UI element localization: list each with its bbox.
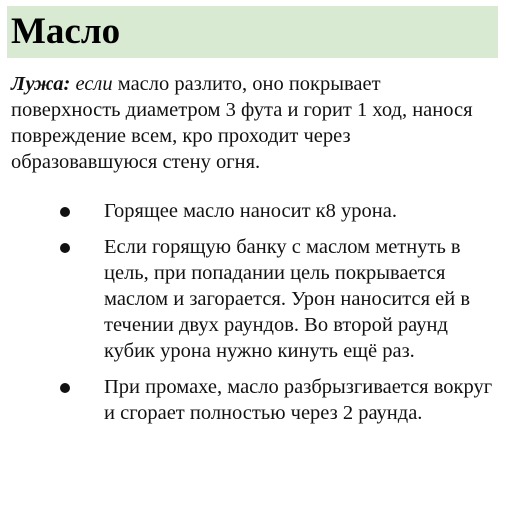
- page-title: Масло: [11, 11, 121, 52]
- intro-lead-word: если: [70, 73, 113, 95]
- bullet-list: [0, 198, 506, 436]
- list-item-text: При промахе, масло разбрызгивается вокруг и сгорает полностью через 2 раунда.: [104, 376, 493, 424]
- intro-text: масло разлито, оно покрывает поверхность диаметром 3 фута и горит 1 ход, нанося повреждение всем, кро проходит через образовавшуюся стену огня.: [11, 73, 473, 173]
- intro-term: Лужа:: [11, 73, 71, 95]
- list-item: [0, 234, 506, 364]
- bullet-icon: [60, 383, 70, 393]
- list-item-text: Если горящую банку с маслом метнуть в цель, при попадании цель покрывается маслом и загорается. Урон наносится ей в течении двух раундов. Во второй раунд кубик урона нужно кинуть ещё раз.: [104, 236, 471, 362]
- intro-paragraph: [11, 71, 491, 175]
- bullet-icon: [60, 243, 70, 253]
- list-item: [0, 198, 506, 224]
- bullet-icon: [60, 207, 70, 217]
- list-item: [0, 374, 506, 426]
- list-item-text: Горящее масло наносит к8 урона.: [104, 200, 397, 222]
- title-bar: [7, 6, 498, 58]
